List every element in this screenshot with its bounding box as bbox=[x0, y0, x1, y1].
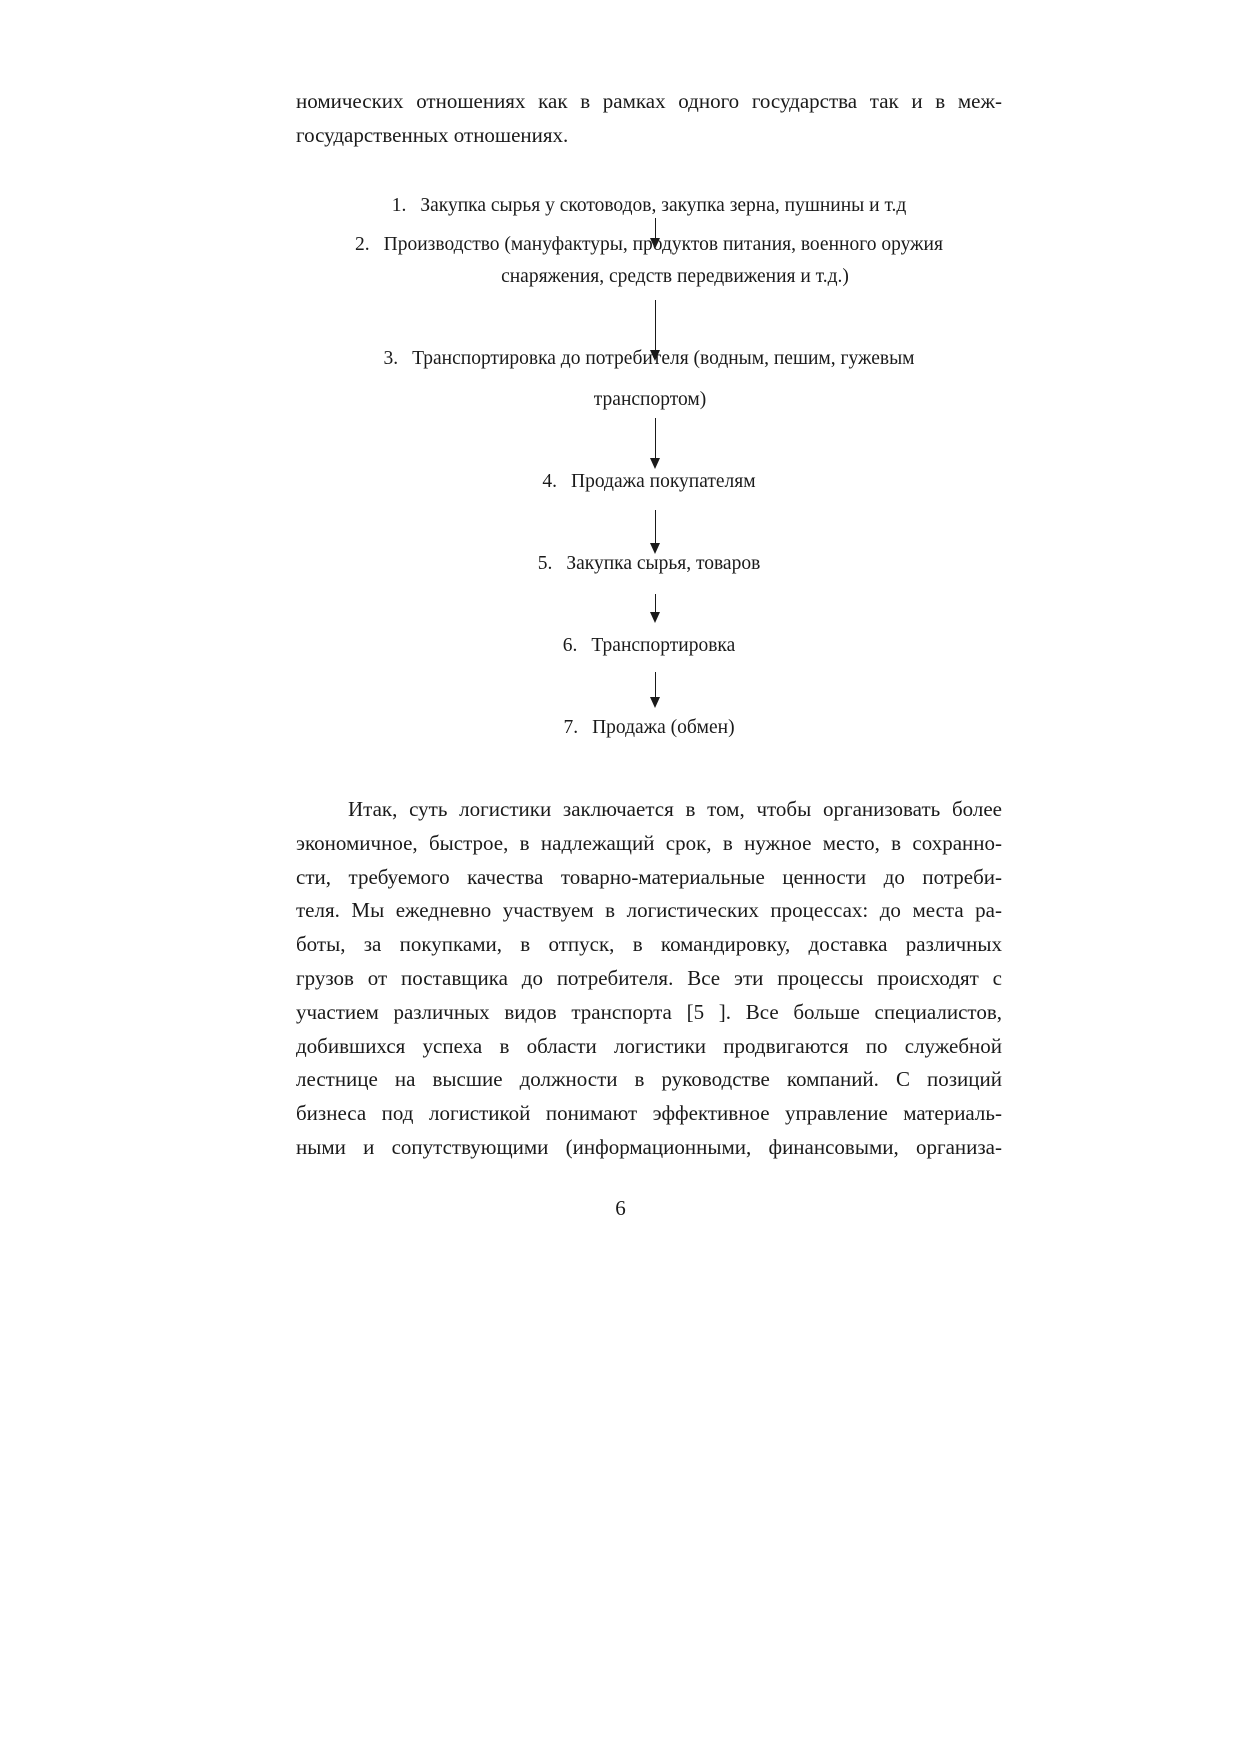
flow-step-4 bbox=[296, 467, 1002, 497]
flow-step-6 bbox=[296, 631, 1002, 661]
body-line: боты, за покупками, в отпуск, в командировку, доставка различных bbox=[296, 932, 1002, 957]
step-text: Продажа (обмен) bbox=[592, 717, 735, 738]
step-text: Продажа покупателям bbox=[571, 471, 756, 492]
body-line: грузов от поставщика до потребителя. Все эти процессы происходят с bbox=[296, 965, 1002, 990]
step-text: Производство (мануфактуры, продуктов питания, военного оружия bbox=[383, 234, 943, 255]
flow-step-7 bbox=[296, 713, 1002, 743]
step-text: транспортом) bbox=[593, 389, 707, 410]
step-number: 5. bbox=[537, 553, 553, 574]
flow-step-3 bbox=[296, 344, 1002, 374]
step-number: 2. bbox=[355, 234, 370, 255]
body-line: лестнице на высшие должности в руководстве компаний. С позиций bbox=[296, 1067, 1002, 1092]
step-number: 6. bbox=[562, 635, 578, 656]
body-line: Итак, суть логистики заключается в том, чтобы организовать более bbox=[348, 797, 1002, 821]
arrow-down-icon bbox=[649, 672, 661, 709]
step-number: 1. bbox=[391, 195, 407, 216]
step-number: 7. bbox=[563, 717, 579, 738]
step-text: Закупка сырья у скотоводов, закупка зерна, пушнины и т.д bbox=[420, 195, 907, 216]
flow-step-3-continued bbox=[530, 385, 770, 415]
intro-line: номических отношениях как в рамках одного государства так и в меж- bbox=[296, 89, 1002, 113]
step-text: Транспортировка до потребителя (водным, пешим, гужевым bbox=[412, 348, 915, 369]
flow-step-1 bbox=[296, 191, 1002, 221]
body-line: участием различных видов транспорта [5 ]. Все больше специалистов, bbox=[296, 999, 1002, 1024]
arrow-down-icon bbox=[649, 418, 661, 470]
body-line: добившихся успеха в области логистики продвигаются по служебной bbox=[296, 1033, 1002, 1058]
body-paragraph bbox=[296, 793, 1002, 1165]
step-number: 4. bbox=[542, 471, 558, 492]
body-line: ными и сопутствующими (информационными, финансовыми, организа- bbox=[296, 1134, 1002, 1159]
flow-step-2 bbox=[296, 230, 1002, 260]
step-text: Закупка сырья, товаров bbox=[566, 553, 761, 574]
flow-step-5 bbox=[296, 549, 1002, 579]
step-text: Транспортировка bbox=[591, 635, 736, 656]
arrow-down-icon bbox=[649, 594, 661, 624]
intro-paragraph bbox=[296, 85, 1002, 153]
page-number: 6 bbox=[615, 1196, 626, 1220]
flow-step-2-continued bbox=[410, 262, 940, 292]
intro-line: государственных отношениях. bbox=[296, 122, 569, 147]
step-text: снаряжения, средств передвижения и т.д.) bbox=[501, 266, 849, 287]
step-number: 3. bbox=[383, 348, 399, 369]
body-line: теля. Мы ежедневно участвуем в логистических процессах: до места ра- bbox=[296, 898, 1002, 923]
body-line: экономичное, быстрое, в надлежащий срок, в нужное место, в сохранно- bbox=[296, 830, 1002, 855]
body-line: сти, требуемого качества товарно-материальные ценности до потреби- bbox=[296, 864, 1002, 889]
body-line: бизнеса под логистикой понимают эффективное управление материаль- bbox=[296, 1101, 1002, 1126]
